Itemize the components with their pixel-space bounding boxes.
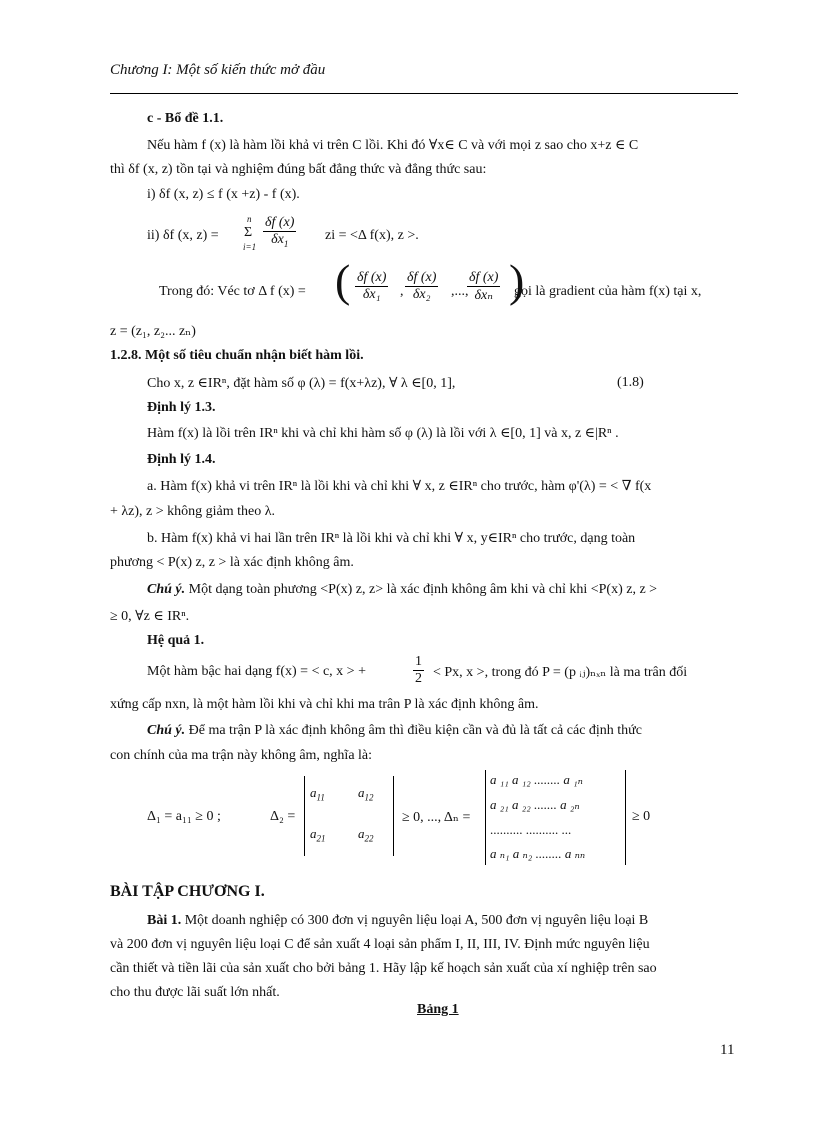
item-ii-lhs: ii) δf (x, z) = bbox=[147, 228, 219, 243]
exercise-1-line4: cho thu được lãi suất lớn nhất. bbox=[110, 985, 280, 1000]
delta-n-rhs: ≥ 0 bbox=[632, 809, 651, 824]
lemma-line1: Nếu hàm f (x) là hàm lồi khả vi trên C lồi. Khi đó ∀x∈ C và với mọi z sao cho x+z ∈ C bbox=[147, 138, 639, 153]
lemma-item-i: i) δf (x, z) ≤ f (x +z) - f (x). bbox=[147, 187, 300, 202]
header-rule bbox=[110, 93, 738, 94]
det2-left-bar bbox=[304, 776, 305, 856]
theorem-1-4-a-line1: a. Hàm f(x) khả vi trên IRⁿ là lồi khi và chỉ khi ∀ x, z ∈IRⁿ cho trước, hàm φ'(λ) = < ∇ f(x bbox=[147, 479, 652, 494]
exercise-1-line3: cần thiết và tiền lãi của sản xuất cho bởi bảng 1. Hãy lập kế hoạch sản xuất của xí nghiệp trên sao bbox=[110, 961, 657, 976]
grad-frac-2: $\frac{\delta f (x)}{\text{δx₂}}$ bbox=[407, 270, 437, 302]
grad-frac-1: $\frac{\delta f (x)}{\text{δx₁}}$ bbox=[357, 270, 387, 302]
delta-1: Δ₁ = a₁₁ ≥ 0 ; bbox=[147, 809, 221, 824]
detn-right-bar bbox=[625, 770, 626, 865]
detn-left-bar bbox=[485, 770, 486, 865]
chapter-header: Chương I: Một số kiến thức mở đầu bbox=[110, 62, 326, 78]
sum-sign: Σ bbox=[244, 225, 253, 240]
section-title: 1.2.8. Một số tiêu chuẩn nhận biết hàm lồi. bbox=[110, 348, 364, 363]
theorem-1-4-a-line2: + λz), z > không giảm theo λ. bbox=[110, 504, 276, 519]
corollary-title: Hệ quả 1. bbox=[147, 633, 205, 648]
corollary-line2: xứng cấp nxn, là một hàm lồi khi và chỉ khi ma trân P là xác định không âm. bbox=[110, 697, 539, 712]
sum-bottom: i=1 bbox=[243, 242, 257, 252]
theorem-1-4-title: Định lý 1.4. bbox=[147, 452, 216, 467]
exercise-1-line2: và 200 đơn vị nguyên liệu loại C để sản xuất 4 loại sản phẩm I, II, III, IV. Định mức nguyên liệu bbox=[110, 937, 650, 952]
det2-a21: $a_{21}$ bbox=[310, 826, 326, 844]
half-fraction: $\frac{1}{2}$ bbox=[415, 654, 422, 686]
where-rhs: gọi là gradient của hàm f(x) tại x, bbox=[514, 284, 702, 299]
theorem-1-4-b-line1: b. Hàm f(x) khả vi hai lần trên IRⁿ là lồi khi và chỉ khi ∀ x, y∈IRⁿ cho trước, dạng toàn bbox=[147, 531, 636, 546]
delta-2-label: Δ₂ = bbox=[270, 809, 296, 824]
delta-2-rhs: ≥ 0, ..., Δₙ = bbox=[402, 810, 471, 825]
item-ii-fraction: $\frac{\delta f (x)}{\delta x_1}$ bbox=[265, 215, 295, 249]
detn-row-2: a ₂₁ a ₂₂ ....... a ₂ₙ bbox=[490, 797, 580, 812]
grad-frac-n: δf (x) δxₙ bbox=[469, 270, 499, 303]
theorem-1-3-text: Hàm f(x) là lồi trên IRⁿ khi và chỉ khi hàm số φ (λ) là lồi với λ ∈[0, 1] và x, z ∈|Rⁿ . bbox=[147, 426, 619, 441]
det2-a12: $a_{12}$ bbox=[358, 785, 374, 803]
item-ii-rhs: zi = <Δ f(x), z >. bbox=[325, 228, 419, 243]
note-1-line1: Chú ý. Một dạng toàn phương <P(x) z, z> là xác định không âm khi và chỉ khi <P(x) z, z > bbox=[147, 582, 658, 597]
note-2-line2: con chính của ma trận này không âm, nghĩa là: bbox=[110, 748, 373, 763]
detn-row-4: a ₙ₁ a ₙ₂ ........ a ₙₙ bbox=[490, 846, 586, 861]
where-lhs: Trong đó: Véc tơ Δ f (x) = bbox=[159, 284, 306, 299]
equation-number: (1.8) bbox=[617, 375, 644, 390]
corollary-line1: Một hàm bậc hai dạng f(x) = < c, x > + $\frac{1}{2}$ < Px, x >, trong đó P = (p ᵢⱼ)ₙₓₙ là ma trân đối bbox=[147, 654, 688, 686]
theorem-1-3-title: Định lý 1.3. bbox=[147, 400, 216, 415]
grad-dots: ,..., bbox=[451, 284, 469, 299]
exercises-title: BÀI TẬP CHƯƠNG I. bbox=[110, 883, 265, 900]
exercise-1-line1: Bài 1. Một doanh nghiệp có 300 đơn vị nguyên liệu loại A, 500 đơn vị nguyên liệu loại B bbox=[147, 913, 649, 928]
theorem-1-4-b-line2: phương < P(x) z, z > là xác định không âm. bbox=[110, 555, 354, 570]
left-paren: ( bbox=[335, 255, 351, 306]
gradient-definition: Trong đó: Véc tơ Δ f (x) = ( $\frac{\delta f (x)}{\text{δx₁}}$ , $\frac{\delta f (x)}{\text{δx₂}}$ ,..., δf (x) δxₙ ) gọi là gradient của hàm f(x) tại x, bbox=[159, 255, 702, 306]
sum-top: n bbox=[247, 214, 252, 224]
page-number: 11 bbox=[720, 1042, 735, 1058]
det2-right-bar bbox=[393, 776, 394, 856]
lemma-title: c - Bổ đề 1.1. bbox=[147, 111, 224, 126]
note-2-line1: Chú ý. Để ma trận P là xác định không âm thì điều kiện cần và đủ là tất cả các định thức bbox=[147, 723, 642, 738]
det2-a22: $a_{22}$ bbox=[358, 826, 374, 844]
det2-a11: $a_{11}$ bbox=[310, 785, 325, 803]
z-definition: z = (z₁, z₂... zₙ) bbox=[110, 324, 196, 339]
table-1-title: Bảng 1 bbox=[417, 1002, 459, 1017]
note-1-line2: ≥ 0, ∀z ∈ IRⁿ. bbox=[110, 609, 190, 624]
detn-row-1: a ₁₁ a ₁₂ ........ a ₁ₙ bbox=[490, 772, 583, 787]
lemma-line2: thì δf (x, z) tồn tại và nghiệm đúng bất đẳng thức và đẳng thức sau: bbox=[110, 162, 487, 177]
section-intro: Cho x, z ∈IRⁿ, đặt hàm số φ (λ) = f(x+λz), ∀ λ ∈[0, 1], bbox=[147, 376, 456, 391]
right-paren: ) bbox=[509, 255, 525, 306]
detn-row-3: .......... .......... ... bbox=[490, 822, 572, 837]
